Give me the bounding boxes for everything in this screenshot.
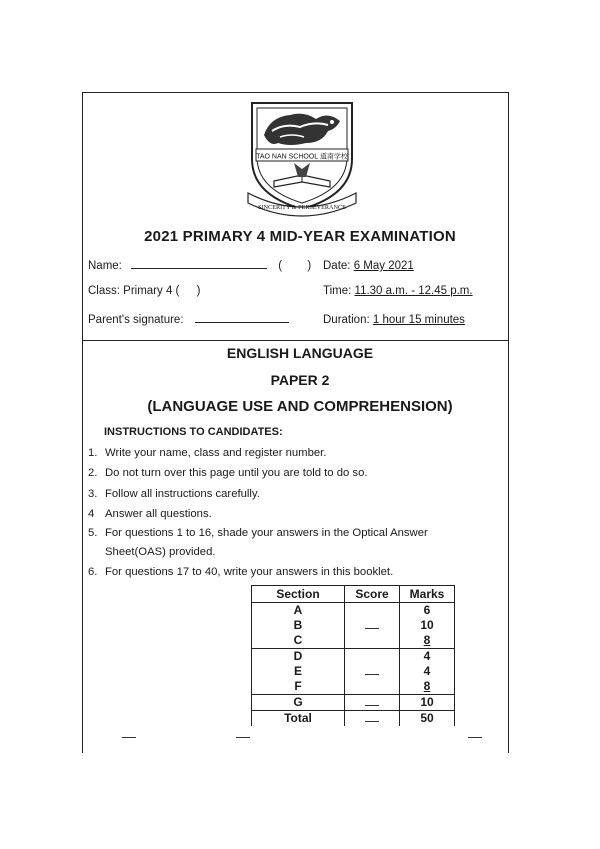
marks-cell: 10 <box>400 695 455 711</box>
score-cell[interactable] <box>345 695 400 711</box>
duration-label: Duration: <box>323 314 370 326</box>
header-section: Section <box>252 586 345 603</box>
scan-mark <box>122 737 136 738</box>
table-row <box>252 695 455 711</box>
signature-field <box>88 314 289 326</box>
score-cell[interactable] <box>345 711 400 727</box>
time-label: Time: <box>323 285 352 297</box>
name-label: Name: <box>88 260 122 272</box>
date-field <box>323 260 414 272</box>
marks-cell: 4 <box>400 649 455 665</box>
table-row <box>252 603 455 619</box>
register-close: ) <box>307 260 312 272</box>
class-label: Class: Primary 4 ( <box>88 285 180 297</box>
duration-field <box>323 314 465 326</box>
score-cell[interactable] <box>345 603 400 649</box>
marks-cell: 50 <box>400 711 455 727</box>
instructions-title: INSTRUCTIONS TO CANDIDATES: <box>104 426 283 438</box>
name-field <box>88 260 311 272</box>
register-open: ( <box>278 260 283 272</box>
section-cell: G <box>252 695 345 711</box>
table-header-row <box>252 586 455 603</box>
table-row-total <box>252 711 455 727</box>
instruction-item: 5. For questions 1 to 16, shade your answers in the Optical Answer <box>88 527 428 539</box>
header-score: Score <box>345 586 400 603</box>
instruction-item: 1. Write your name, class and register number. <box>88 447 327 459</box>
paper-subtitle: (LANGUAGE USE AND COMPREHENSION) <box>147 398 453 415</box>
signature-blank[interactable] <box>195 321 289 323</box>
instruction-item: 6. For questions 17 to 40, write your answers in this booklet. <box>88 566 394 578</box>
section-cell: A <box>252 603 345 619</box>
school-crest-icon <box>244 97 360 217</box>
header-divider <box>82 340 509 341</box>
score-line <box>365 697 379 706</box>
marks-cell: 10 <box>400 618 455 633</box>
crest-school-name: TAO NAN SCHOOL 道南学校 <box>256 153 348 161</box>
instruction-item: 3. Follow all instructions carefully. <box>88 488 260 500</box>
exam-title: 2021 PRIMARY 4 MID-YEAR EXAMINATION <box>144 228 456 245</box>
paper-heading: PAPER 2 <box>270 372 330 388</box>
marks-cell: 8 <box>400 679 455 695</box>
score-line <box>365 666 379 675</box>
subject-heading: ENGLISH LANGUAGE <box>226 345 374 361</box>
score-line <box>365 713 379 722</box>
scan-mark <box>236 737 250 738</box>
section-cell: Total <box>252 711 345 727</box>
section-cell: F <box>252 679 345 695</box>
signature-label: Parent's signature: <box>88 314 184 326</box>
duration-value: 1 hour 15 minutes <box>372 314 465 326</box>
section-cell: E <box>252 664 345 679</box>
section-cell: C <box>252 633 345 649</box>
time-field <box>323 285 473 297</box>
instruction-item: 2. Do not turn over this page until you are told to do so. <box>88 467 368 479</box>
date-value: 6 May 2021 <box>353 260 414 272</box>
instruction-item: 4 Answer all questions. <box>88 508 212 520</box>
marks-cell: 8 <box>400 633 455 649</box>
marks-cell: 6 <box>400 603 455 619</box>
instruction-item: Sheet(OAS) provided. <box>105 546 216 558</box>
header-marks: Marks <box>400 586 455 603</box>
scan-mark <box>468 737 482 738</box>
class-field <box>88 285 200 297</box>
table-row <box>252 649 455 665</box>
score-cell[interactable] <box>345 649 400 695</box>
score-line <box>365 620 379 629</box>
date-label: Date: <box>323 260 351 272</box>
crest-motto: SINCERITY & PERSEVERANCE <box>258 204 346 211</box>
score-table <box>251 585 455 726</box>
class-close: ) <box>196 285 201 297</box>
section-cell: B <box>252 618 345 633</box>
section-cell: D <box>252 649 345 665</box>
marks-cell: 4 <box>400 664 455 679</box>
time-value: 11.30 a.m. - 12.45 p.m. <box>354 285 473 297</box>
name-blank[interactable] <box>131 267 267 269</box>
